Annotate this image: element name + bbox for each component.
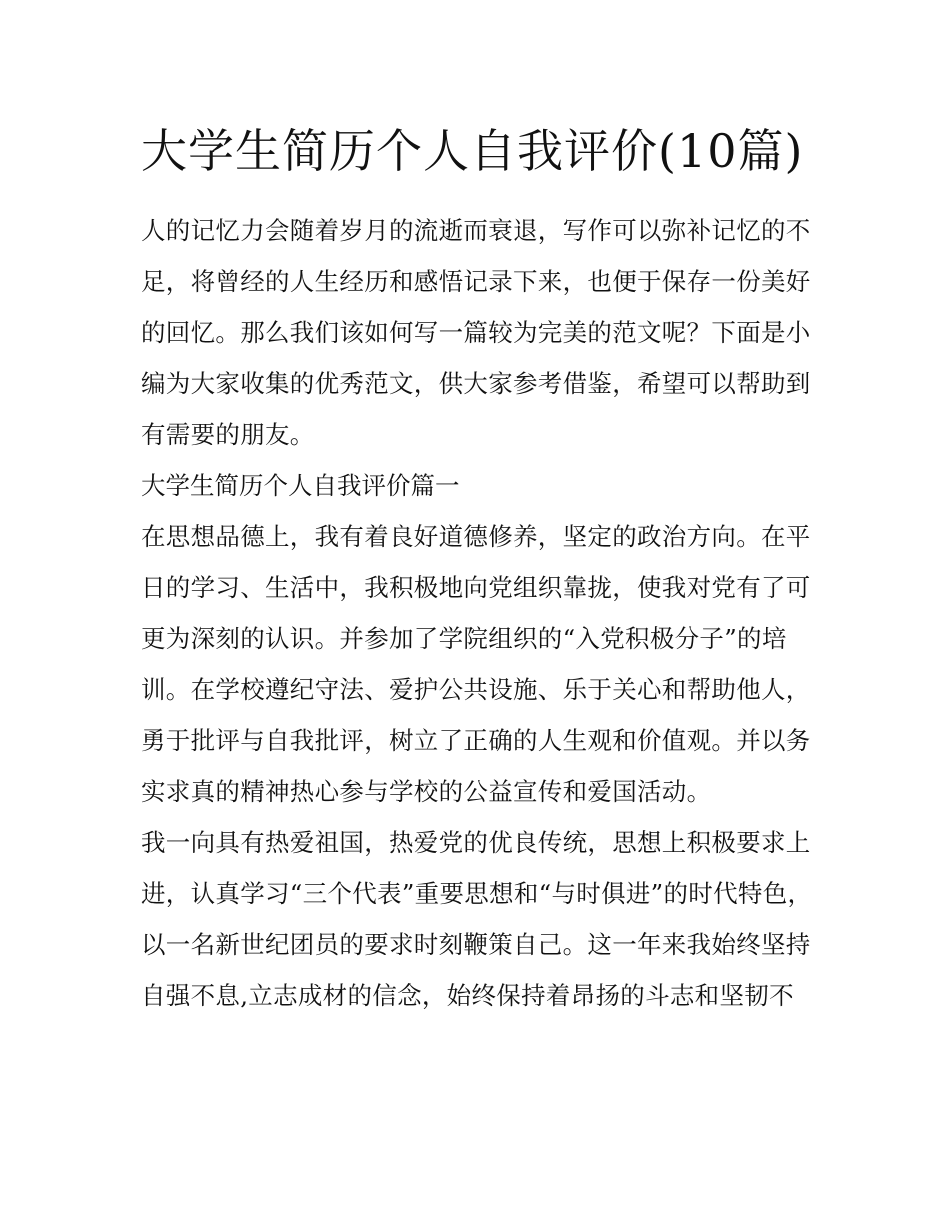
body-paragraph-2: 我一向具有热爱祖国，热爱党的优良传统，思想上积极要求上进，认真学习“三个代表”重要思想和“与时俱进”的时代特色，以一名新世纪团员的要求时刻鞭策自己。这一年来我始终坚持自强不息,立志成材的信念，始终保持着昂扬的斗志和坚韧不 (141, 828, 813, 1010)
section-heading: 大学生简历个人自我评价篇一 (141, 471, 460, 500)
document-body (141, 112, 813, 1021)
document-title: 大学生简历个人自我评价(10篇) (141, 124, 804, 178)
intro-paragraph: 人的记忆力会随着岁月的流逝而衰退，写作可以弥补记忆的不足，将曾经的人生经历和感悟记录下来，也便于保存一份美好的回忆。那么我们该如何写一篇较为完美的范文呢？下面是小编为大家收集的优秀范文，供大家参考借鉴，希望可以帮助到有需要的朋友。 (141, 216, 811, 449)
body-paragraph-1: 在思想品德上，我有着良好道德修养，坚定的政治方向。在平日的学习、生活中，我积极地向党组织靠拢，使我对党有了可更为深刻的认识。并参加了学院组织的“入党积极分子”的培训。在学校遵纪守法、爱护公共设施、乐于关心和帮助他人，勇于批评与自我批评，树立了正确的人生观和价值观。并以务实求真的精神热心参与学校的公益宣传和爱国活动。 (141, 522, 811, 806)
